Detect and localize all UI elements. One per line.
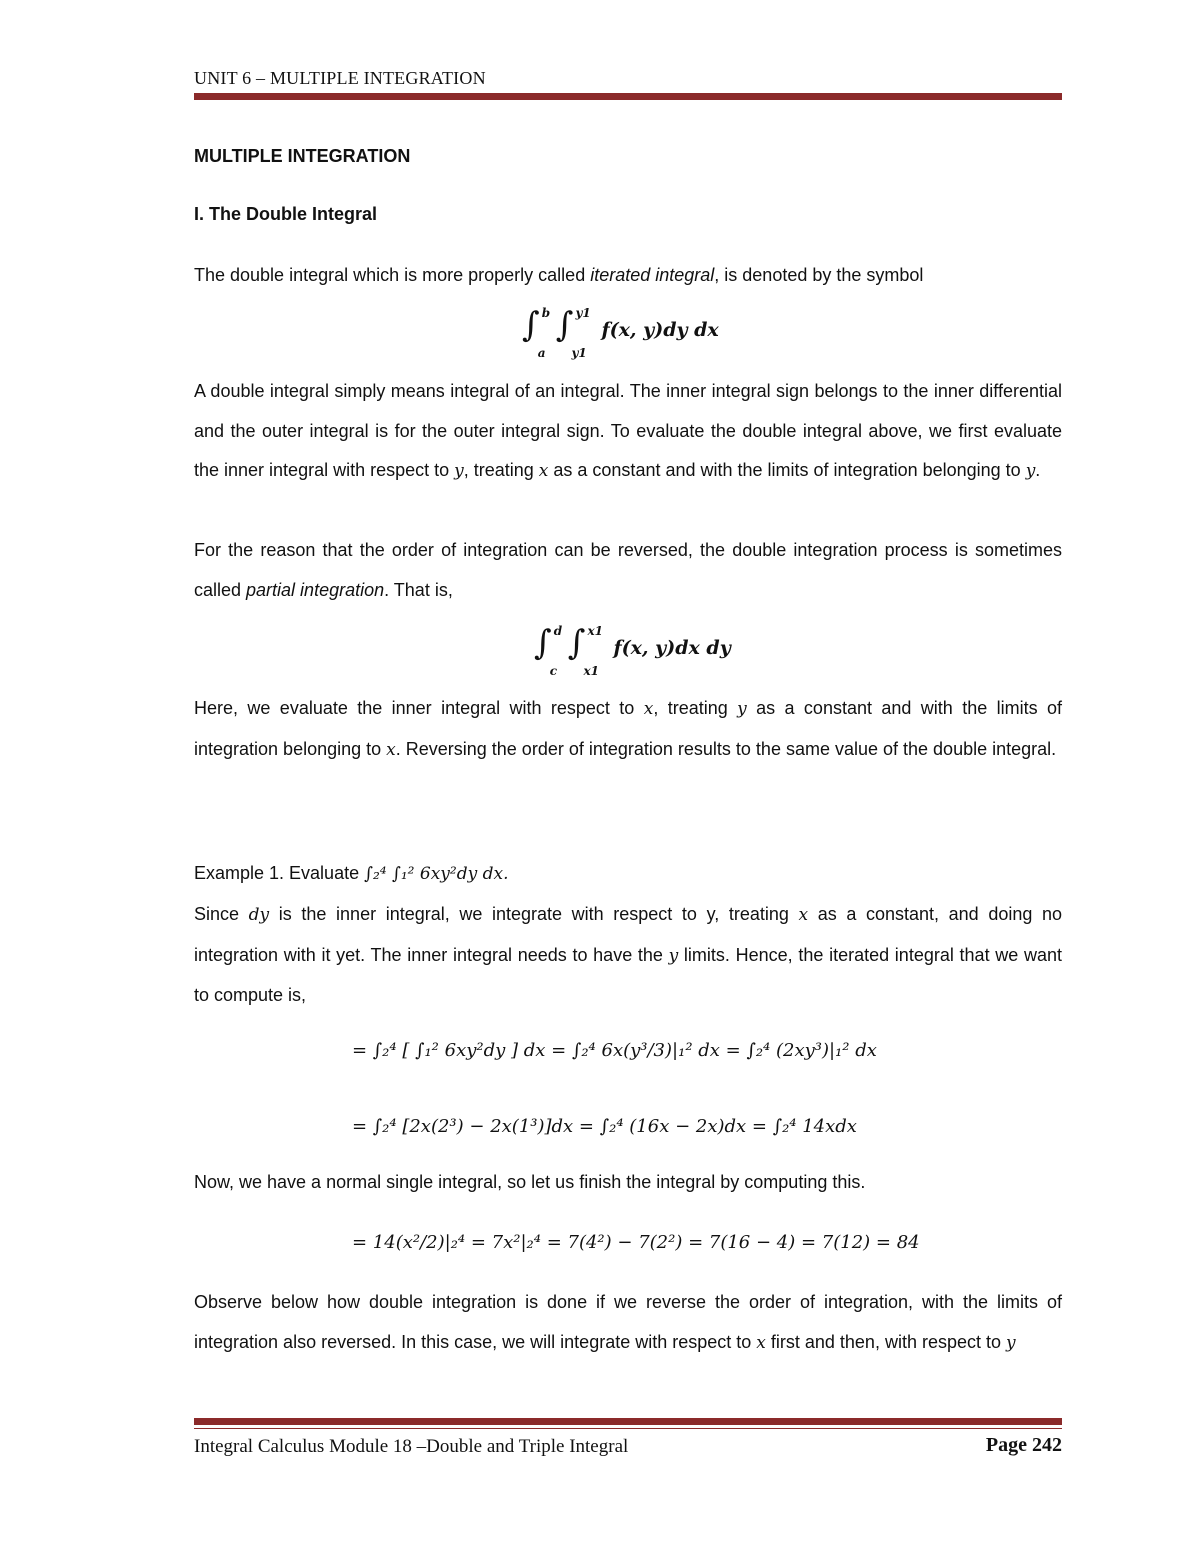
equation-step-1: = ∫₂⁴ [ ∫₁² 6xy²dy ] dx = ∫₂⁴ 6x(y³/3)|₁² dx = ∫₂⁴ (2xy³)|₁² dx [352, 1040, 877, 1061]
math-var: y [454, 461, 464, 481]
paragraph-partial-integration [194, 531, 1062, 610]
limit-lower: a [537, 346, 546, 360]
example-statement [194, 854, 1062, 895]
text: Since [194, 904, 249, 924]
math-var: y [668, 945, 679, 966]
math-var: y [1006, 1332, 1016, 1353]
equation-step-2: = ∫₂⁴ [2x(2³) − 2x(1³)]dx = ∫₂⁴ (16x − 2x)dx = ∫₂⁴ 14xdx [352, 1116, 857, 1137]
text: as a constant, and doing no integration with it yet. The inner integral needs to have the [194, 904, 1063, 965]
footer-rule-thin [194, 1428, 1062, 1429]
text: is the inner integral, we integrate with respect to y, treating [269, 904, 799, 924]
main-heading: MULTIPLE INTEGRATION [194, 146, 411, 166]
limit-lower: x1 [583, 664, 599, 678]
intro-text: The double integral which is more properly called [194, 265, 591, 285]
paragraph-single-integral: Now, we have a normal single integral, so let us finish the integral by computing this. [194, 1172, 866, 1192]
example-expression: ∫₂⁴ ∫₁² 6xy²dy dx. [364, 864, 509, 884]
text: , treating [653, 698, 738, 718]
header-rule [194, 93, 1062, 100]
integrand: f(x, y)dx dy [613, 637, 731, 659]
text: as a constant and with the limits of integration belonging to [194, 698, 1062, 759]
header-title: UNIT 6 – MULTIPLE INTEGRATION [194, 68, 486, 88]
text: Here, we evaluate the inner integral with respect to [194, 698, 644, 718]
text: . Reversing the order of integration results to the same value of the double integral. [395, 738, 1057, 759]
limit-upper: x1 [587, 624, 603, 638]
limit-lower: c [549, 664, 558, 678]
intro-text-end: , is denoted by the symbol [714, 265, 924, 285]
section-heading: I. The Double Integral [194, 204, 378, 224]
text: . [1035, 460, 1041, 480]
footer-rule-thick [194, 1418, 1062, 1425]
text: For the reason that the order of integration can be reversed, the double integration process is sometimes called [194, 540, 1062, 600]
math-var: y [737, 699, 747, 719]
integral-sign: ∫ [522, 305, 540, 345]
math-var: x [538, 461, 549, 481]
limit-upper: b [541, 306, 551, 320]
limit-lower: y1 [571, 346, 587, 360]
math-var: y [1025, 461, 1036, 481]
equation-double-integral-dxdy [534, 623, 731, 678]
math-var: x [798, 905, 809, 925]
paragraph-reverse-order [194, 689, 1062, 770]
equation-double-integral-dydx [522, 305, 719, 360]
limit-upper: d [553, 624, 563, 638]
footer-title: Integral Calculus Module 18 –Double and Triple Integral [194, 1436, 629, 1457]
math-var: dy [248, 905, 270, 925]
math-var: x [386, 739, 396, 760]
paragraph-example-method [194, 895, 1062, 1016]
equation-result: = 14(x²/2)|₂⁴ = 7x²|₂⁴ = 7(4²) − 7(2²) = 7(16 − 4) = 7(12) = 84 [352, 1232, 920, 1253]
text: limits. Hence, the iterated integral that we want to compute is, [194, 944, 1062, 1005]
integral-sign: ∫ [555, 305, 574, 345]
integral-sign: ∫ [534, 623, 552, 663]
text: as a constant and with the limits of integration belonging to [548, 460, 1026, 480]
integrand: f(x, y)dy dx [601, 319, 719, 341]
text: , treating [463, 460, 539, 480]
text: Observe below how double integration is done if we reverse the order of integration, with the limits of integration also reversed. In this case, we will integrate with respect to [194, 1292, 1062, 1352]
integral-sign: ∫ [567, 623, 586, 663]
intro-paragraph [194, 256, 1062, 296]
emphasis: partial integration [246, 579, 385, 600]
paragraph-reversed-order [194, 1283, 1062, 1363]
text: first and then, with respect to [765, 1331, 1006, 1352]
text: . That is, [384, 579, 453, 600]
intro-emphasis: iterated integral [590, 265, 715, 285]
math-var: x [756, 1332, 766, 1353]
example-label: Example 1. Evaluate [194, 863, 365, 883]
text: A double integral simply means integral of an integral. The inner integral sign belongs to the inner differential and the outer integral is for the outer integral sign. To evaluate the double integral above, we first evaluate the inner integral with respect to [194, 381, 1062, 480]
paragraph-explanation [194, 372, 1062, 492]
page-number: Page 242 [985, 1434, 1062, 1456]
math-var: x [643, 699, 654, 719]
limit-upper: y1 [575, 306, 591, 320]
